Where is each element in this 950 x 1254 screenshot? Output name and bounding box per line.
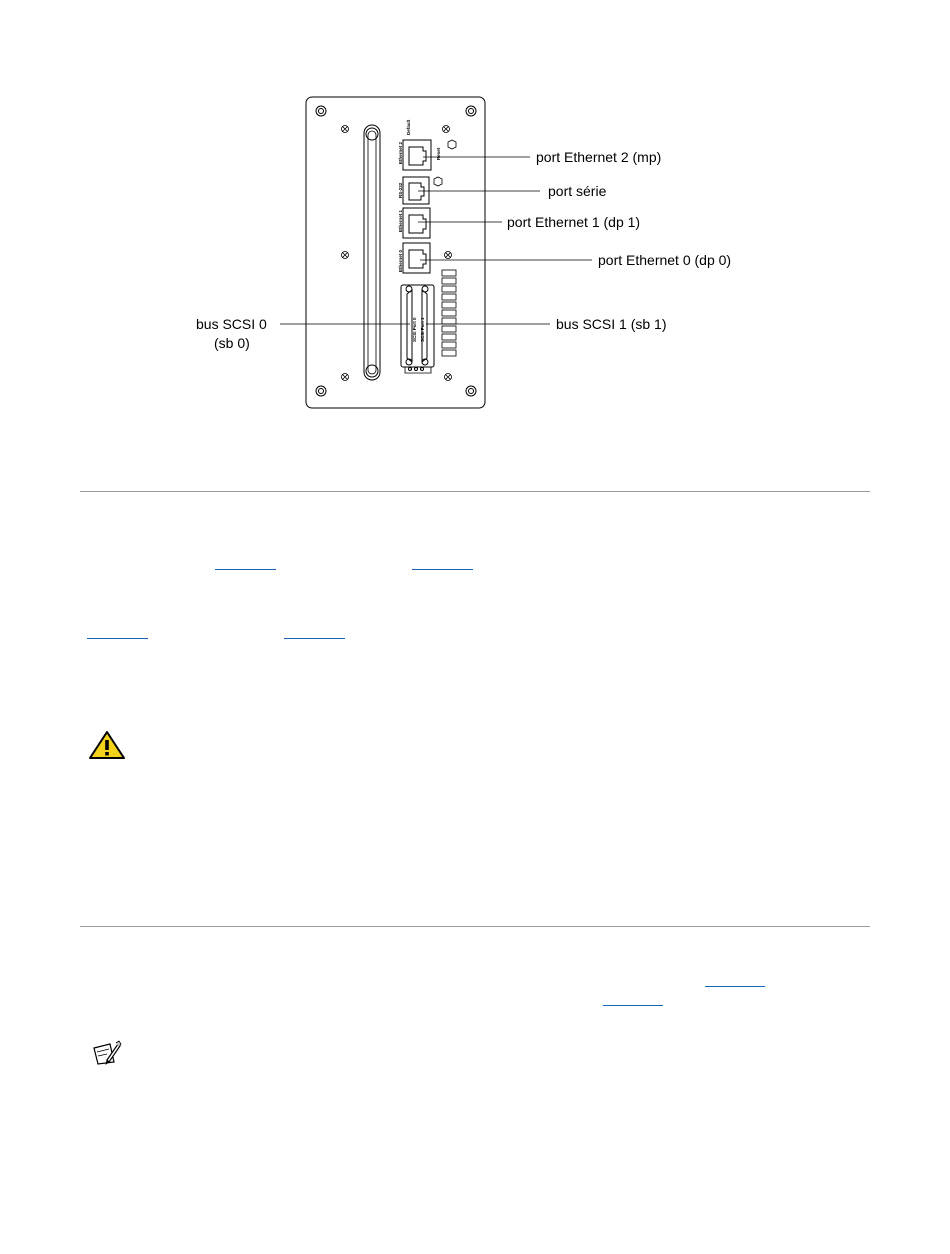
scsi-port1-label: SCSI Port 1	[420, 317, 425, 342]
doc-link[interactable]	[215, 569, 276, 570]
section-divider	[80, 491, 870, 492]
callout-ethernet-1: port Ethernet 1 (dp 1)	[507, 214, 641, 230]
reset-label: Reset	[436, 147, 441, 160]
doc-link[interactable]	[284, 638, 345, 639]
note-icon	[92, 1040, 122, 1066]
callout-ethernet-0: port Ethernet 0 (dp 0)	[598, 252, 732, 268]
board-panel	[306, 97, 485, 408]
doc-link[interactable]	[412, 569, 473, 570]
ethernet1-label: Ethernet 1	[398, 209, 403, 232]
callout-serial: port série	[548, 183, 607, 199]
caution-icon	[88, 730, 126, 760]
ethernet2-label: Ethernet 2	[398, 141, 403, 164]
doc-link[interactable]	[705, 986, 765, 987]
ethernet0-label: Ethernet 0	[398, 249, 403, 272]
callout-scsi-0-sub: (sb 0)	[214, 335, 250, 351]
section-divider	[80, 926, 870, 927]
scsi-port0-label: SCSI Port 0	[412, 317, 417, 342]
rs232-label: RS-232	[398, 182, 403, 198]
controller-board-figure	[0, 0, 950, 470]
doc-link[interactable]	[87, 638, 148, 639]
callout-scsi-0: bus SCSI 0	[196, 316, 267, 332]
doc-link[interactable]	[603, 1005, 663, 1006]
callout-scsi-1: bus SCSI 1 (sb 1)	[556, 316, 667, 332]
default-label: Default	[406, 119, 411, 135]
callout-ethernet-2: port Ethernet 2 (mp)	[536, 149, 662, 165]
